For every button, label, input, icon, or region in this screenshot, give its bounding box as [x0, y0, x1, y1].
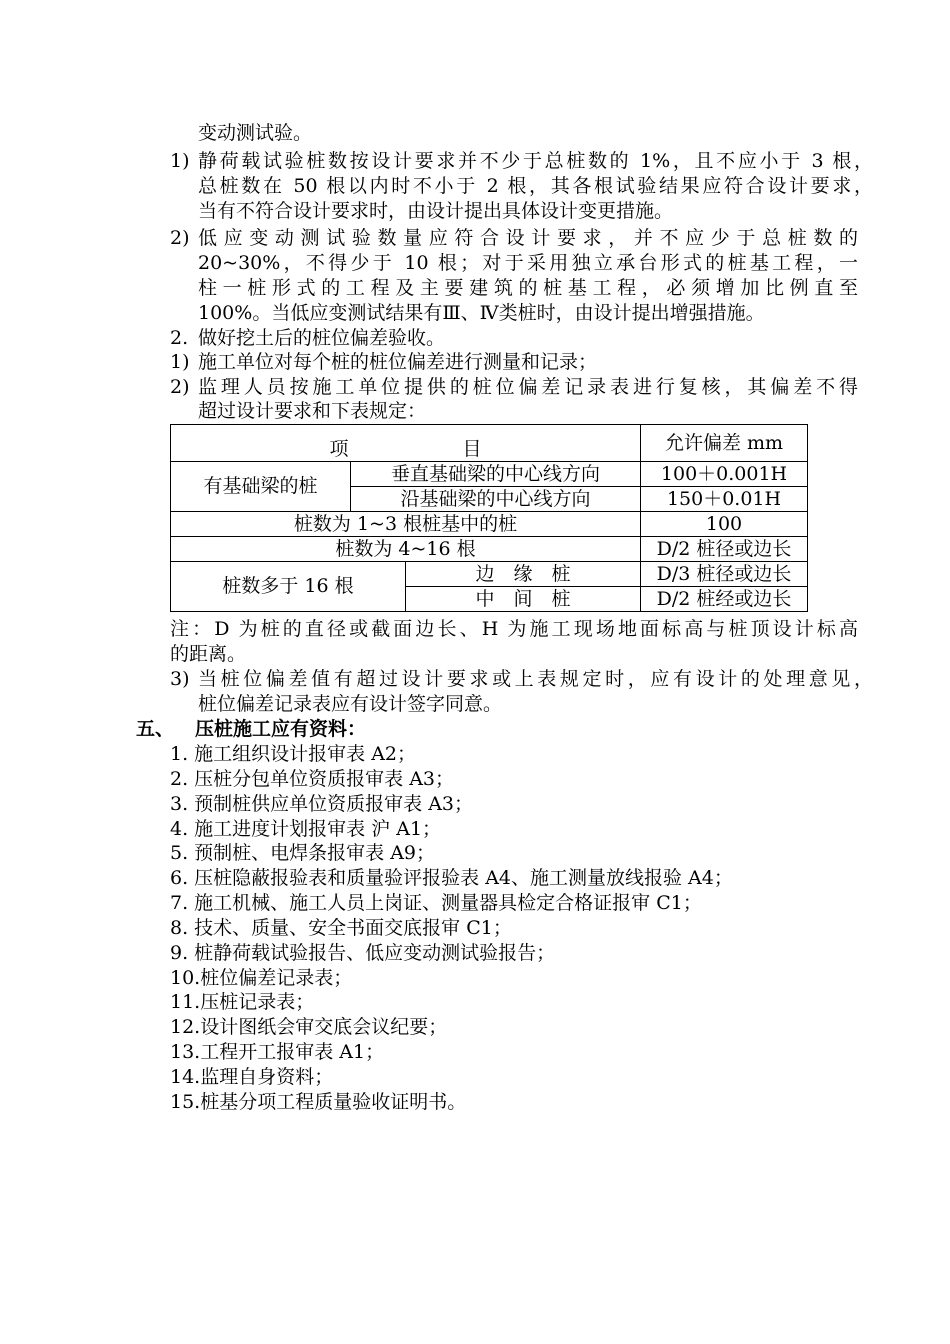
list-item: 8. 技术、质量、安全书面交底报审 C1；	[170, 917, 512, 939]
table-note-line: 注：D 为桩的直径或截面边长、H 为施工现场地面标高与桩顶设计标高	[170, 618, 858, 640]
paragraph-line: 当桩位偏差值有超过设计要求或上表规定时，应有设计的处理意见，	[198, 668, 873, 690]
table-cell-value: 100＋0.001H	[641, 462, 808, 487]
table-cell: 垂直基础梁的中心线方向	[351, 462, 641, 487]
table-row	[171, 425, 808, 462]
list-item: 15.桩基分项工程质量验收证明书。	[170, 1091, 467, 1113]
paragraph-line: 柱一桩形式的工程及主要建筑的桩基工程，必须增加比例直至	[198, 277, 858, 299]
paragraph-line: 当有不符合设计要求时，由设计提出具体设计变更措施。	[198, 200, 674, 222]
table-cell-value: 150＋0.01H	[641, 487, 808, 512]
table-cell: 桩数为 4~16 根	[171, 537, 641, 562]
table-cell: 边 缘 桩	[406, 562, 641, 587]
paragraph-line: 超过设计要求和下表规定：	[198, 400, 427, 422]
paragraph-line: 100%。当低应变测试结果有Ⅲ、Ⅳ类桩时，由设计提出增强措施。	[198, 302, 765, 324]
table-row	[171, 562, 808, 587]
table-cell-group: 有基础梁的桩	[171, 462, 351, 512]
list-number: 2)	[170, 376, 190, 398]
list-item: 10.桩位偏差记录表；	[170, 967, 353, 989]
paragraph-line: 桩位偏差记录表应有设计签字同意。	[198, 693, 503, 715]
section-number: 2.	[170, 327, 189, 349]
intro-continuation: 变动测试验。	[198, 122, 313, 144]
table-cell-value: D/3 桩径或边长	[641, 562, 808, 587]
table-cell-value: 100	[641, 512, 808, 537]
paragraph-line: 监理人员按施工单位提供的桩位偏差记录表进行复核，其偏差不得	[198, 376, 858, 398]
list-item: 9. 桩静荷载试验报告、低应变动测试验报告；	[170, 942, 556, 964]
list-item: 4. 施工进度计划报审表 沪 A1；	[170, 818, 442, 840]
paragraph-line: 总桩数在 50 根以内时不小于 2 根，其各根试验结果应符合设计要求，	[198, 175, 873, 197]
table-header-item: 项 目	[171, 425, 641, 462]
table-row	[171, 537, 808, 562]
list-item: 5. 预制桩、电焊条报审表 A9；	[170, 842, 436, 864]
list-item: 12.设计图纸会审交底会议纪要；	[170, 1016, 448, 1038]
deviation-table	[170, 424, 808, 612]
table-row	[171, 462, 808, 487]
table-cell-value: D/2 桩经或边长	[641, 587, 808, 612]
table-note-line: 的距离。	[170, 643, 247, 665]
table-cell-group: 桩数多于 16 根	[171, 562, 406, 612]
list-item: 13.工程开工报审表 A1；	[170, 1041, 385, 1063]
table-header-tolerance: 允许偏差 mm	[641, 425, 808, 462]
paragraph-line: 施工单位对每个桩的桩位偏差进行测量和记录；	[198, 351, 598, 373]
table-row	[171, 512, 808, 537]
section-heading: 压桩施工应有资料：	[195, 718, 367, 740]
list-item: 2. 压桩分包单位资质报审表 A3；	[170, 768, 455, 790]
list-number: 1)	[170, 150, 190, 172]
list-number: 1)	[170, 351, 190, 373]
list-number: 2)	[170, 227, 190, 249]
list-item: 6. 压桩隐蔽报验表和质量验评报验表 A4、施工测量放线报验 A4；	[170, 867, 733, 889]
table-cell-value: D/2 桩径或边长	[641, 537, 808, 562]
list-item: 11.压桩记录表；	[170, 991, 315, 1013]
table-cell: 沿基础梁的中心线方向	[351, 487, 641, 512]
paragraph-line: 静荷载试验桩数按设计要求并不少于总桩数的 1%，且不应小于 3 根，	[198, 150, 873, 172]
list-item: 7. 施工机械、施工人员上岗证、测量器具检定合格证报审 C1；	[170, 892, 702, 914]
list-item: 3. 预制桩供应单位资质报审表 A3；	[170, 793, 474, 815]
list-item: 14.监理自身资料；	[170, 1066, 334, 1088]
paragraph-line: 低应变动测试验数量应符合设计要求，并不应少于总桩数的	[198, 227, 858, 249]
section-number: 五、	[136, 718, 175, 740]
section-heading: 做好挖土后的桩位偏差验收。	[198, 327, 446, 349]
list-number: 3)	[170, 668, 190, 690]
paragraph-line: 20~30%，不得少于 10 根；对于采用独立承台形式的桩基工程，一	[198, 252, 858, 274]
list-item: 1. 施工组织设计报审表 A2；	[170, 743, 417, 765]
table-cell: 桩数为 1~3 根桩基中的桩	[171, 512, 641, 537]
table-cell: 中 间 桩	[406, 587, 641, 612]
